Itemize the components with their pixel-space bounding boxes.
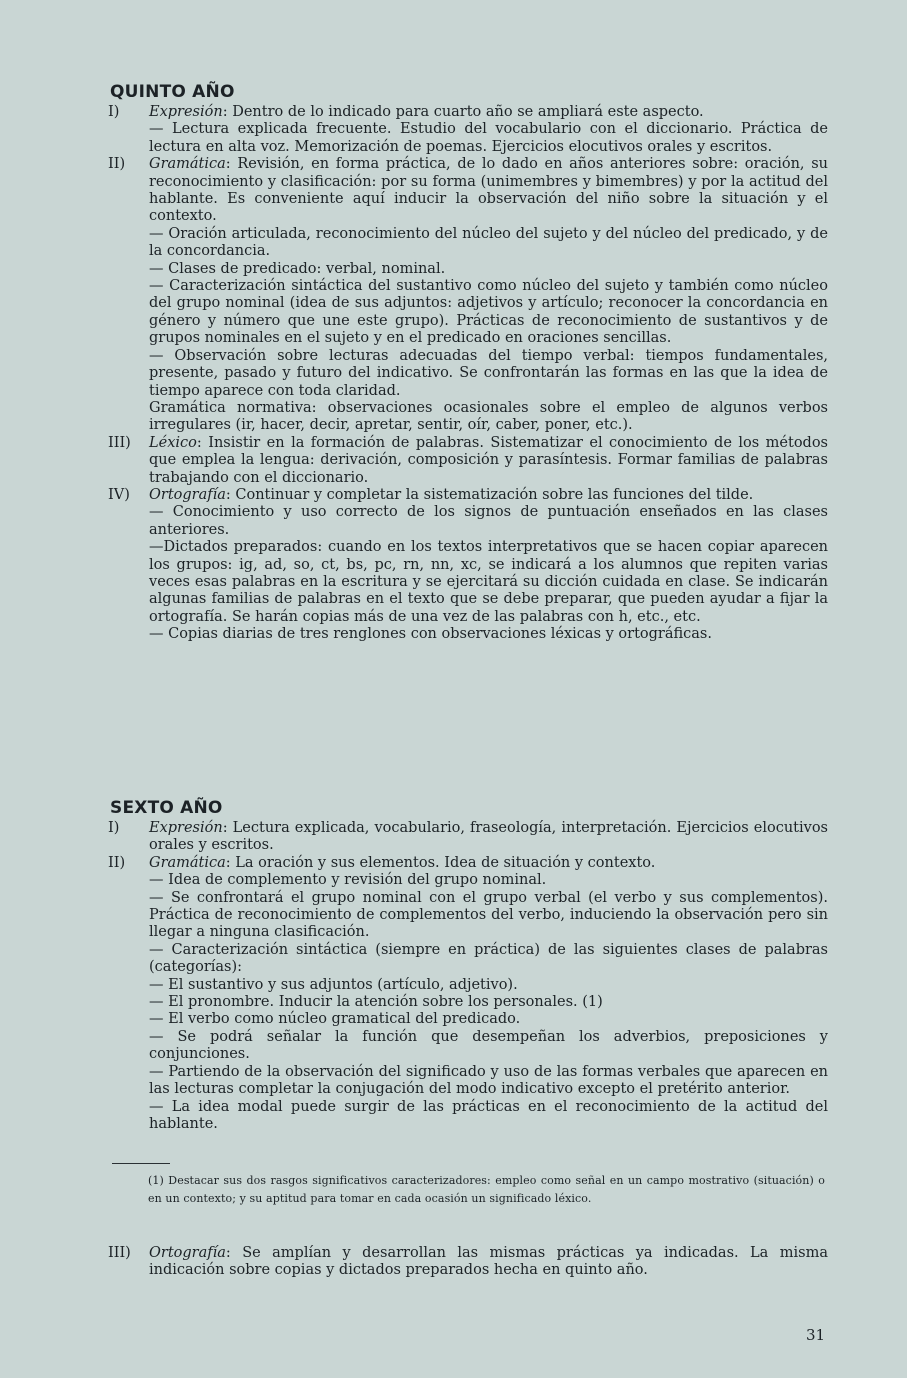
item-number: II): [108, 156, 126, 173]
section-items: [108, 820, 828, 1133]
item-paragraph: — Partiendo de la observación del significado y uso de las formas verbales que aparecen en las lecturas completar la conjugación del modo indicativo excepto el pretérito anterior.: [149, 1063, 828, 1098]
item-label: Expresión: [149, 104, 223, 120]
item-label: Gramática: [149, 854, 226, 871]
list-item: [108, 1245, 828, 1280]
item-label: Gramática: [149, 156, 226, 173]
item-number: I): [108, 104, 120, 120]
section-quinto-ano: [108, 82, 828, 644]
item-label: Ortografía: [149, 486, 226, 503]
item-number: III): [108, 434, 131, 451]
section-title: SEXTO AÑO: [110, 798, 223, 818]
page-number: 31: [806, 1326, 826, 1344]
item-label: Expresión: [149, 820, 223, 836]
section-sexto-ano: [108, 798, 828, 1133]
item-body: [149, 435, 828, 487]
item-body: [149, 104, 828, 156]
item-paragraph: — Conocimiento y uso correcto de los signos de puntuación enseñados en las clases anteriores.: [149, 504, 828, 538]
item-number: IV): [108, 486, 130, 503]
footnote-text: (1) Destacar sus dos rasgos significativos caracterizadores: empleo como señal en un campo mostrativo (situación) o en un contexto; y su aptitud para tomar en cada ocasión un significado léxico.: [148, 1174, 825, 1205]
item-number: III): [108, 1245, 131, 1261]
item-text: : Revisión, en forma práctica, de lo dado en años anteriores sobre: oración, su reconocimiento y clasificación: por su forma (unimembres y bimembres) y por la actitud del hablante. Es conveniente aquí inducir la observación del niño sobre la situación y el contexto.: [149, 156, 828, 225]
item-label: Léxico: [149, 434, 197, 451]
item-body: [149, 855, 828, 1134]
item-paragraph: — Clases de predicado: verbal, nominal.: [149, 260, 446, 277]
item-paragraph: — Lectura explicada frecuente. Estudio del vocabulario con el diccionario. Práctica de lectura en alta voz. Memorización de poemas. Ejercicios elocutivos orales y escritos.: [149, 121, 828, 155]
footnote-rule: [112, 1163, 170, 1164]
item-body: [149, 820, 828, 855]
item-number: I): [108, 820, 120, 836]
item-body: [149, 156, 828, 435]
item-paragraph: — Se podrá señalar la función que desempeñan los adverbios, preposiciones y conjunciones.: [149, 1028, 828, 1063]
item-paragraph: — El pronombre. Inducir la atención sobre los personales. (1): [149, 994, 603, 1011]
item-paragraph: — La idea modal puede surgir de las prácticas en el reconocimiento de la actitud del hablante.: [149, 1098, 828, 1132]
item-text: : Lectura explicada, vocabulario, fraseología, interpretación. Ejercicios elocutivos orales y escritos.: [149, 820, 828, 854]
item-body: [149, 487, 828, 644]
item-label: Ortografía: [149, 1245, 226, 1261]
item-paragraph: — Observación sobre lecturas adecuadas del tiempo verbal: tiempos fundamentales, presente, pasado y futuro del indicativo. Se confrontarán las formas en las que la idea de tiempo aparece con toda claridad.: [149, 347, 828, 399]
list-item: [108, 855, 828, 1134]
item-paragraph: — Caracterización sintáctica del sustantivo como núcleo del sujeto y también como núcleo del grupo nominal (idea de sus adjuntos: adjetivos y artículo; reconocer la concordancia en género y número que une este grupo). Prácticas de reconocimiento de sustantivos y de grupos nominales en el sujeto y en el predicado en oraciones sencillas.: [149, 278, 828, 347]
section-title: QUINTO AÑO: [110, 82, 235, 102]
item-paragraph: — Idea de complemento y revisión del grupo nominal.: [149, 872, 547, 889]
item-paragraph: Gramática normativa: observaciones ocasionales sobre el empleo de algunos verbos irregulares (ir, hacer, decir, apretar, sentir, oír, caber, poner, etc.).: [149, 399, 828, 434]
item-text: : Insistir en la formación de palabras. Sistematizar el conocimiento de los métodos que emplea la lengua: derivación, composición y parasíntesis. Formar familias de palabras trabajando con el diccionario.: [149, 434, 828, 486]
section-items: [108, 104, 828, 644]
item-text: : La oración y sus elementos. Idea de situación y contexto.: [225, 854, 656, 871]
item-paragraph: — Oración articulada, reconocimiento del núcleo del sujeto y del núcleo del predicado, y de la concordancia.: [149, 225, 828, 260]
list-item: [108, 435, 828, 487]
item-body: [149, 1245, 828, 1280]
list-item: [108, 104, 828, 156]
section-sexto-continuation: [108, 1245, 828, 1280]
item-text: : Dentro de lo indicado para cuarto año se ampliará este aspecto.: [222, 104, 704, 120]
list-item: [108, 820, 828, 855]
item-paragraph: —Dictados preparados: cuando en los textos interpretativos que se hacen copiar aparecen los grupos: ig, ad, so, ct, bs, pc, rn, nn, xc, se indicará a los alumnos que repiten varias veces esas palabras en la escritura y se ejercitará su dicción cuidada en clase. Se indicarán algunas familias de palabras en el texto que se debe preparar, que pueden ayudar a fijar la ortografía. Se harán copias más de una vez de las palabras con h, etc., etc.: [149, 539, 828, 625]
item-number: II): [108, 854, 126, 871]
item-paragraph: — El verbo como núcleo gramatical del predicado.: [149, 1011, 521, 1028]
item-text: : Continuar y completar la sistematización sobre las funciones del tilde.: [225, 486, 754, 503]
item-paragraph: — Se confrontará el grupo nominal con el grupo verbal (el verbo y sus complementos). Práctica de reconocimiento de complementos del verbo, induciendo la observación pero sin llegar a ninguna clasificación.: [149, 889, 828, 941]
item-paragraph: — Caracterización sintáctica (siempre en práctica) de las siguientes clases de palabras (categorías):: [149, 941, 828, 976]
list-item: [108, 156, 828, 435]
list-item: [108, 487, 828, 644]
footnote: [148, 1163, 825, 1208]
item-paragraph: — Copias diarias de tres renglones con observaciones léxicas y ortográficas.: [149, 626, 712, 643]
item-text: : Se amplían y desarrollan las mismas prácticas ya indicadas. La misma indicación sobre copias y dictados preparados hecha en quinto año.: [149, 1245, 828, 1279]
item-paragraph: — El sustantivo y sus adjuntos (artículo, adjetivo).: [149, 976, 518, 993]
